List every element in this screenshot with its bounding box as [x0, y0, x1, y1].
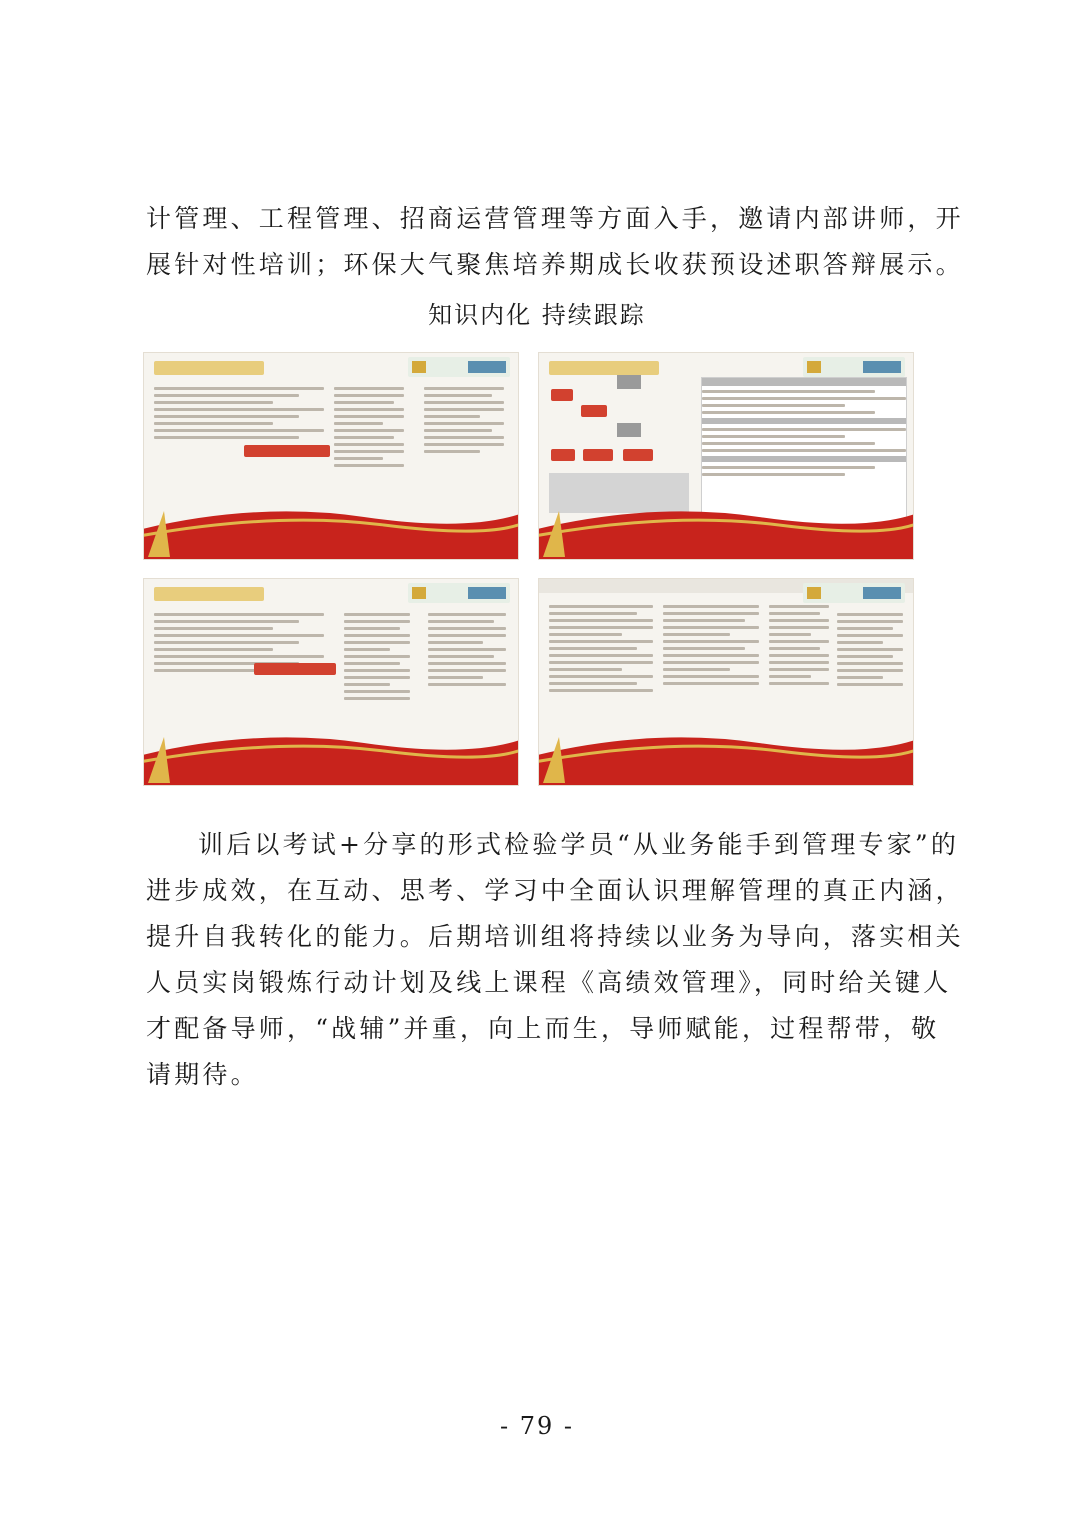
paragraph-line: 训后以考试+分享的形式检验学员“从业务能手到管理专家”的	[198, 830, 960, 859]
screenshot-grid	[143, 352, 913, 786]
slide-logo-image	[154, 361, 264, 375]
exam-banner-image	[244, 445, 330, 457]
red-wave-banner-image	[538, 727, 914, 785]
company-logo-image	[803, 583, 905, 603]
paragraph-line: 人员实岗锻炼行动计划及线上课程《高绩效管理》，同时给关键人	[146, 968, 952, 997]
slide-logo-image	[154, 587, 264, 601]
red-wave-banner-image	[143, 501, 519, 559]
training-screenshot-exam-2	[143, 578, 519, 786]
exam-text-image	[154, 383, 324, 443]
training-screenshot-exam	[143, 352, 519, 560]
flow-box-image	[551, 449, 575, 461]
essay-text-image	[837, 609, 903, 690]
red-wave-banner-image	[143, 727, 519, 785]
essay-text-image	[549, 601, 653, 696]
paragraph-line: 展针对性培训；环保大气聚焦培养期成长收获预设述职答辩展示。	[146, 250, 964, 279]
essay-text-image	[424, 383, 504, 457]
paragraph-line: 提升自我转化的能力。后期培训组将持续以业务为导向，落实相关	[146, 922, 964, 951]
flow-box-image	[583, 449, 613, 461]
page-number: - 79 -	[499, 1412, 574, 1440]
paragraph-line: 请期待。	[146, 1060, 259, 1089]
essay-text-image	[769, 601, 829, 689]
essay-text-image	[334, 383, 404, 471]
company-logo-image	[408, 357, 510, 377]
flow-box-image	[581, 405, 607, 417]
red-wave-banner-image	[538, 501, 914, 559]
flow-box-image	[551, 389, 573, 401]
company-logo-image	[408, 583, 510, 603]
company-logo-image	[803, 357, 905, 377]
essay-text-image	[663, 601, 759, 689]
flow-box-image	[617, 423, 641, 437]
training-screenshot-sharing	[538, 578, 914, 786]
essay-text-image	[344, 609, 410, 704]
paragraph-line: 计管理、工程管理、招商运营管理等方面入手，邀请内部讲师，开	[146, 204, 964, 233]
paragraph-line: 才配备导师，“战辅”并重，向上而生，导师赋能，过程帮带，敬	[146, 1014, 940, 1043]
flow-box-image	[623, 449, 653, 461]
paragraph-line: 进步成效，在互动、思考、学习中全面认识理解管理的真正内涵，	[146, 876, 964, 905]
training-screenshot-plan	[538, 352, 914, 560]
essay-text-image	[428, 609, 506, 690]
exam-banner-image	[254, 663, 336, 675]
flow-box-image	[617, 375, 641, 389]
body-paragraph-top	[146, 196, 964, 288]
body-paragraph-bottom	[146, 822, 964, 1098]
slide-logo-image	[549, 361, 659, 375]
figure-caption: 知识内化 持续跟踪	[428, 301, 646, 329]
